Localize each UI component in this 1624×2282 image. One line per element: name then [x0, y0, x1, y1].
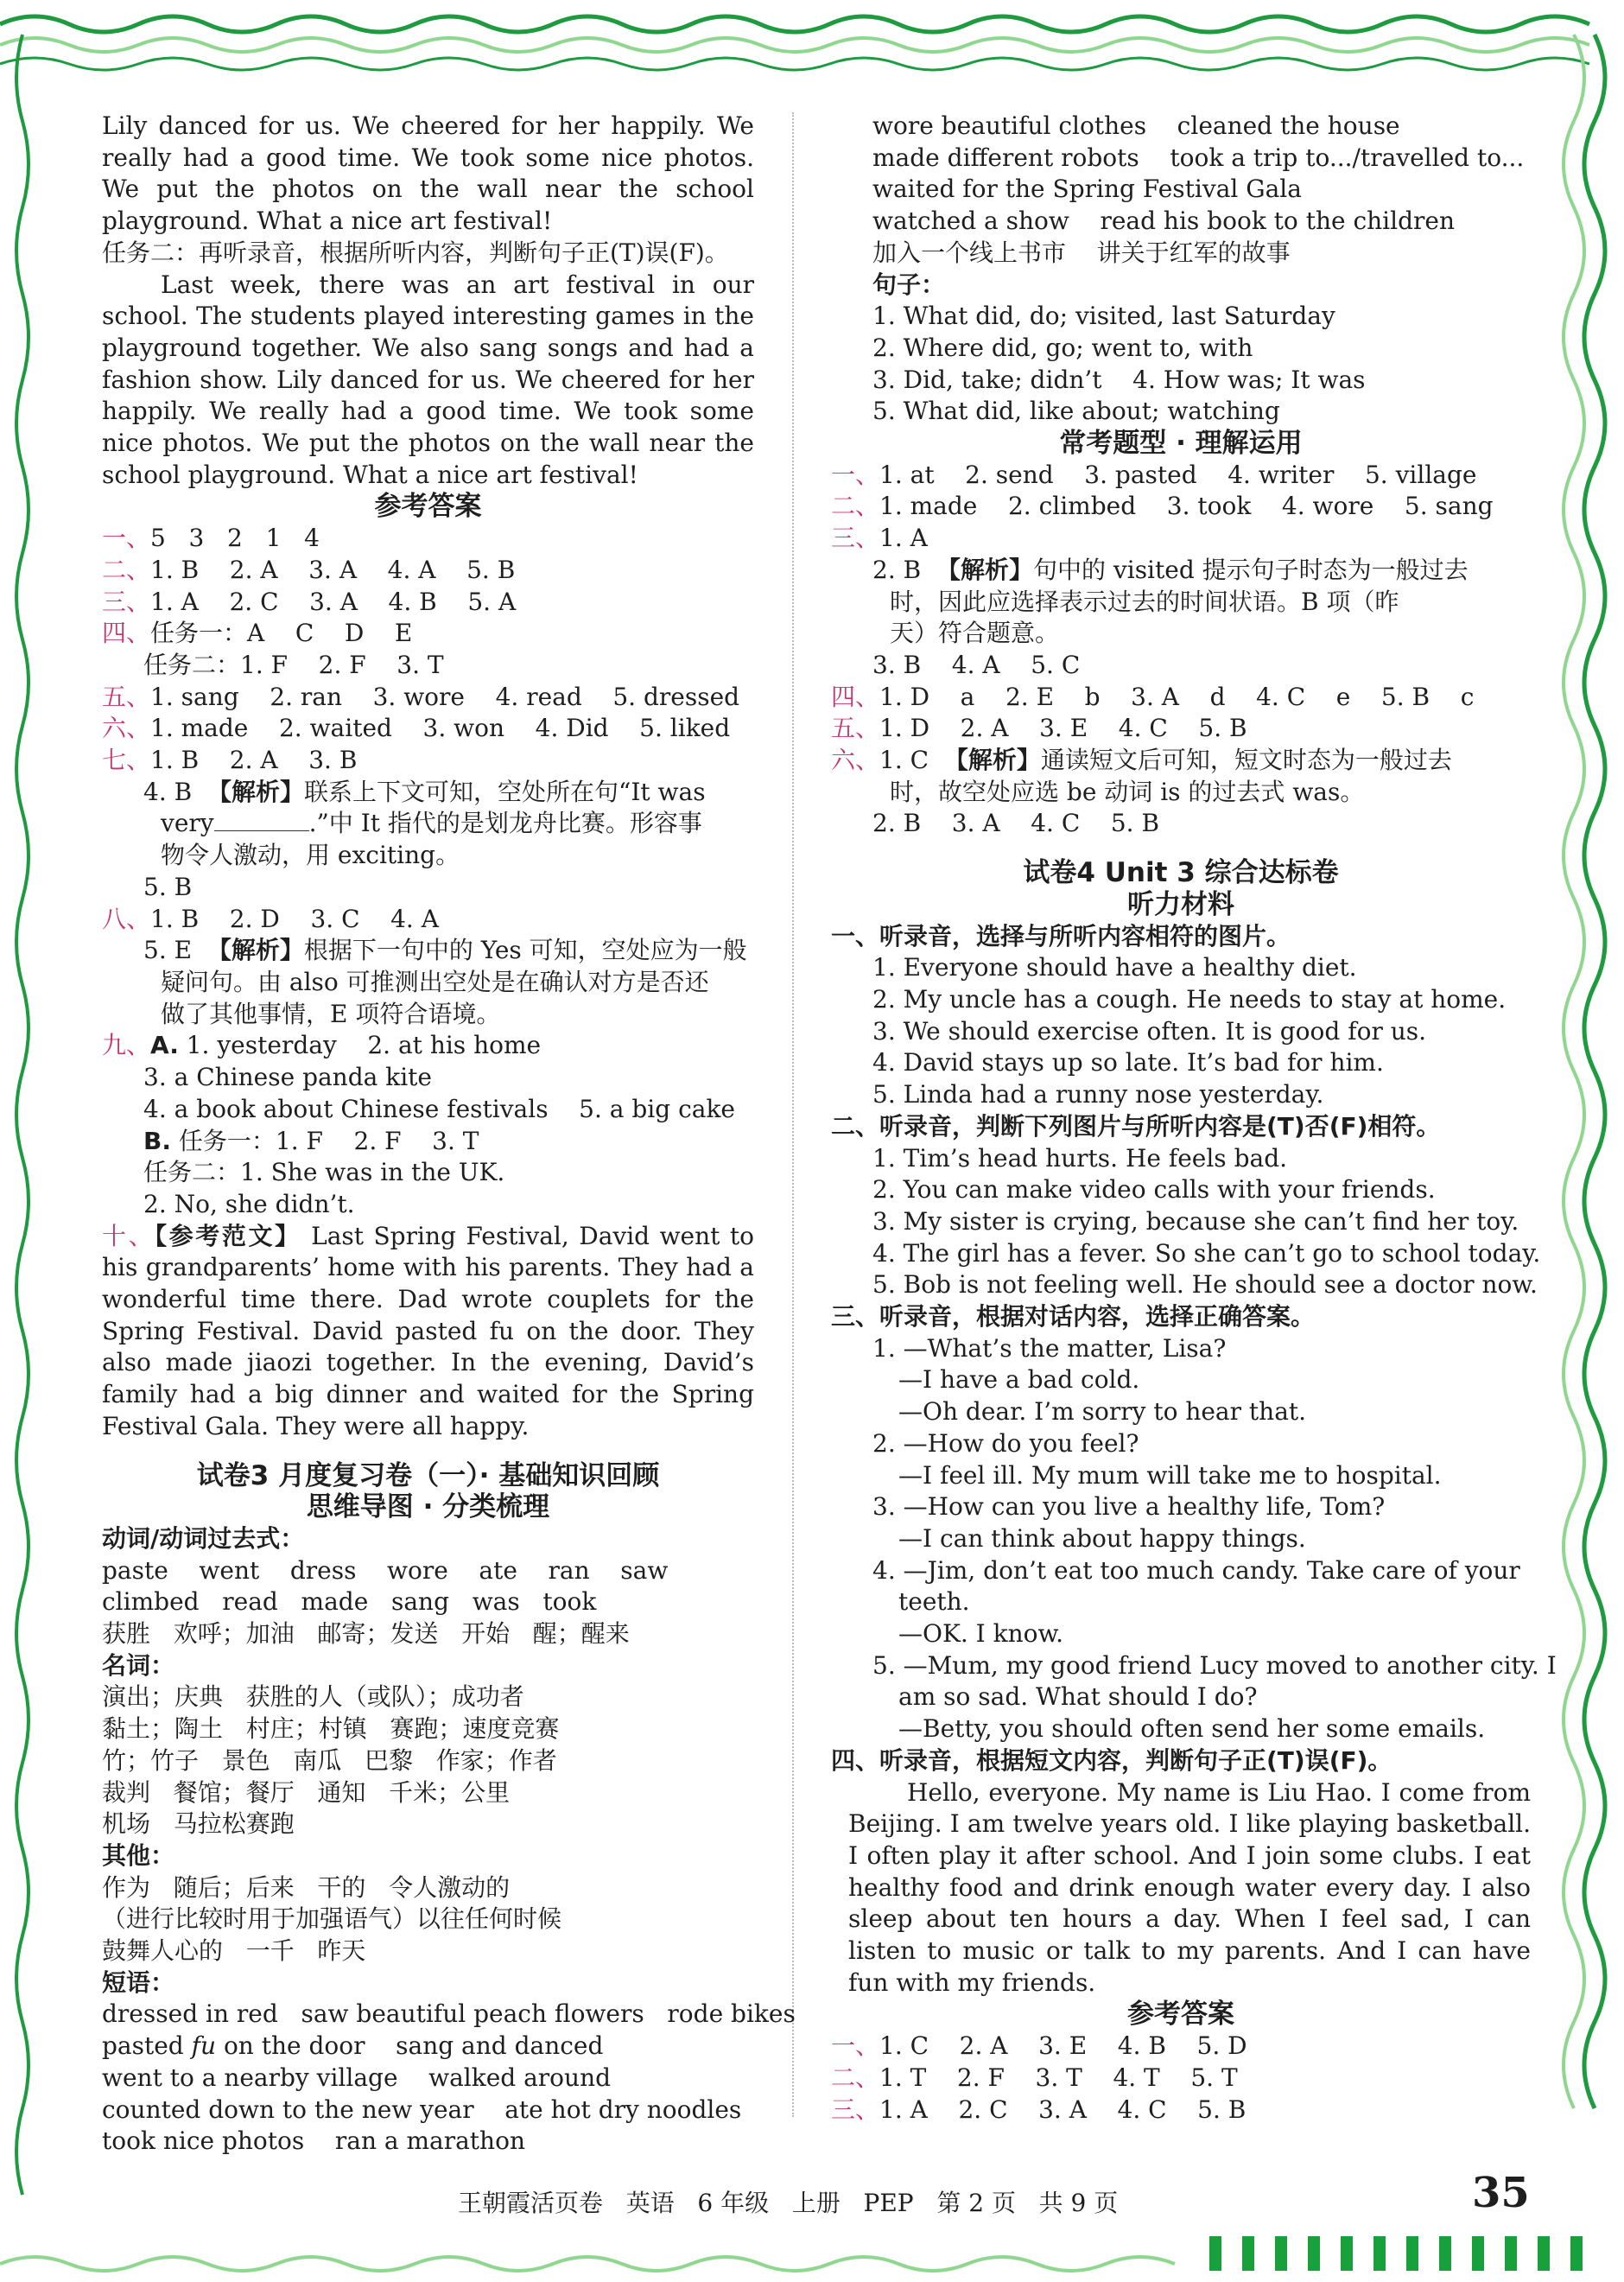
- verbs-label: 动词/动词过去式：: [102, 1523, 305, 1553]
- analysis-text: very: [161, 809, 214, 838]
- deco-bar: [1472, 2236, 1484, 2271]
- answer-text: 1. D a 2. E b 3. A d 4. C e 5. B c: [879, 682, 1475, 711]
- answer-9-b3: 2. No, she didn’t.: [143, 1189, 355, 1218]
- section-marker: 三、: [831, 2094, 880, 2124]
- nouns-line: 演出；庆典 获胜的人（或队）；成功者: [102, 1682, 524, 1712]
- section-1-instruction: 一、听录音，选择与所听内容相符的图片。: [831, 921, 1291, 950]
- phrases-line: dressed in red saw beautiful peach flowers rode bikes: [102, 1999, 796, 2029]
- answer-9-a2: 3. a Chinese panda kite: [143, 1063, 432, 1092]
- deco-bar: [1406, 2236, 1418, 2271]
- section-1-item: 4. David stays up so late. It’s bad for him.: [872, 1048, 1384, 1077]
- section-marker: 五、: [831, 714, 880, 743]
- common-answer-1: [831, 460, 1531, 492]
- analysis-tag: 【解析】: [936, 555, 1034, 584]
- other-label: 其他：: [102, 1840, 175, 1870]
- answer-text: 1. C 2. A 3. E 4. B 5. D: [879, 2031, 1247, 2061]
- deco-bar: [1242, 2236, 1254, 2271]
- analysis-tag: 【解析】: [206, 936, 304, 965]
- answer-7-q4: [102, 777, 754, 809]
- answer-1: [102, 523, 754, 555]
- analysis-tag: 【解析】: [207, 777, 305, 806]
- nouns-label: 名词：: [102, 1650, 175, 1680]
- analysis-text: 通读短文后可知，短文时态为一般过去: [1040, 746, 1452, 775]
- section-marker: 二、: [102, 555, 151, 584]
- deco-bar: [1538, 2236, 1550, 2271]
- common-answer-6-l2: 时，故空处应选 be 动词 is 的过去式 was。: [890, 777, 1365, 806]
- answer-8-q5-l2: 疑问句。由 also 可推测出空处是在确认对方是否还: [161, 967, 709, 996]
- nouns-line: 黏土；陶土 村庄；村镇 赛跑；速度竞赛: [102, 1714, 560, 1744]
- common-answer-3-q2: [831, 555, 1531, 587]
- section-marker: 九、: [102, 1031, 151, 1060]
- dialogue-line: —I can think about happy things.: [898, 1523, 1306, 1553]
- top-wave-inner: [0, 38, 1589, 52]
- listening-heading: 听力材料: [1127, 888, 1234, 920]
- right-wave-outer: [1584, 35, 1605, 2108]
- passage-ending: Lily danced for us. We cheered for her happily. We really had a good time. We took some nice photos. We put the photos on the wall near the school playground. What a nice art festival!: [102, 111, 754, 236]
- section-marker: 三、: [831, 524, 880, 553]
- phrases-line: 加入一个线上书市 讲关于红军的故事: [872, 238, 1291, 267]
- nouns-line: 竹；竹子 景色 南瓜 巴黎 作家；作者: [102, 1745, 557, 1775]
- section-marker: 二、: [831, 2063, 880, 2092]
- deco-bar: [1373, 2236, 1386, 2271]
- answer-7-q4-l3: 物令人激动，用 exciting。: [161, 841, 460, 870]
- right-wave-inner: [1564, 35, 1584, 2108]
- phrases-text: sang and danced: [396, 2031, 604, 2061]
- phrases-label: 短语：: [102, 1967, 175, 1997]
- section-1-item: 1. Everyone should have a healthy diet.: [872, 953, 1357, 982]
- q-number: 5. E: [143, 936, 207, 965]
- section-2-item: 2. You can make video calls with your friends.: [872, 1175, 1436, 1205]
- section-4-instruction: 四、听录音，根据短文内容，判断句子正(T)误(F)。: [831, 1745, 1392, 1775]
- answer-text: 1. at 2. send 3. pasted 4. writer 5. village: [879, 460, 1477, 489]
- deco-bar: [1439, 2236, 1451, 2271]
- dialogue-line: am so sad. What should I do?: [898, 1682, 1258, 1712]
- section-marker: 四、: [831, 682, 880, 711]
- nouns-line: 机场 马拉松赛跑: [102, 1809, 295, 1839]
- answer-text: 任务一：A C D E: [150, 619, 413, 648]
- section-2-item: 5. Bob is not feeling well. He should see a doctor now.: [872, 1270, 1538, 1300]
- section-marker: 十、: [102, 1221, 155, 1250]
- answer-7: [102, 745, 754, 777]
- left-column: [102, 111, 796, 2158]
- nouns-line: 裁判 餐馆；餐厅 通知 千米；公里: [102, 1777, 511, 1807]
- common-answer-6: [831, 745, 1531, 777]
- answer-right-3: [831, 2094, 1531, 2126]
- column-divider: [792, 112, 794, 2117]
- answer-2: [102, 555, 754, 587]
- common-answer-3-l3: 天）符合题意。: [890, 619, 1060, 648]
- part-label: B.: [143, 1126, 171, 1155]
- answer-text: 1. T 2. F 3. T 4. T 5. T: [879, 2063, 1238, 2092]
- common-answer-3: [831, 523, 1531, 555]
- answer-text: 1. D 2. A 3. E 4. C 5. B: [879, 714, 1247, 743]
- common-answer-2: [831, 491, 1531, 523]
- other-line: （进行比较时用于加强语气）以往任何时候: [102, 1904, 562, 1934]
- test4-title: 试卷4 Unit 3 综合达标卷: [1023, 857, 1339, 889]
- section-marker: 六、: [831, 746, 880, 775]
- deco-bar: [1308, 2236, 1320, 2271]
- sentence-line: 5. What did, like about; watching: [872, 397, 1280, 426]
- section-1-item: 2. My uncle has a cough. He needs to stay at home.: [872, 984, 1507, 1014]
- dialogue-line: —Oh dear. I’m sorry to hear that.: [898, 1397, 1307, 1427]
- answer-5: [102, 682, 754, 714]
- answer-text: 1. made 2. climbed 3. took 4. wore 5. sang: [879, 492, 1494, 521]
- phrases-line: watched a show read his book to the children: [872, 207, 1455, 236]
- deco-bar: [1341, 2236, 1353, 2271]
- dialogue-line: —OK. I know.: [898, 1619, 1064, 1649]
- phrases-line: counted down to the new year ate hot dry noodles: [102, 2094, 742, 2124]
- section-1-item: 3. We should exercise often. It is good for us.: [872, 1016, 1427, 1046]
- answer-text: 1. made 2. waited 3. won 4. Did 5. liked: [150, 714, 731, 743]
- top-wave-outer: [0, 16, 1589, 32]
- other-line: 作为 随后；后来 干的 令人激动的: [102, 1872, 511, 1902]
- section-marker: 二、: [831, 492, 880, 521]
- analysis-text: 根据下一句中的 Yes 可知，空处应为一般: [303, 936, 747, 965]
- answer-text: 1. B 2. A 3. A 4. A 5. B: [150, 555, 516, 584]
- section-marker: 八、: [102, 904, 151, 933]
- fill-blank: [214, 811, 309, 831]
- dialogue-line: 3. —How can you live a healthy life, Tom?: [872, 1492, 1386, 1522]
- dialogue-line: 5. —Mum, my good friend Lucy moved to another city. I: [872, 1650, 1557, 1680]
- left-wave: [16, 35, 29, 2195]
- verbs-line: 获胜 欢呼；加油 邮寄；发送 开始 醒；醒来: [102, 1619, 630, 1649]
- listening-passage: Last week, there was an art festival in our school. The students played interesting games in the playground together. We also sang songs and had a fashion show. Lily danced for us. We cheered for her happily. We really had a good time. We took some nice photos. We put the photos on the wall near the school playground. What a nice art festival!: [102, 270, 754, 489]
- answer-text: 1. B 2. A 3. B: [150, 746, 358, 775]
- section-marker: 六、: [102, 714, 151, 743]
- analysis-text: 联系上下文可知，空处所在句“It was: [304, 777, 706, 806]
- q-number: 1. C: [879, 746, 944, 775]
- answer-4-cont: 任务二：1. F 2. F 3. T: [143, 650, 444, 679]
- answer-text: 1. A 2. C 3. A 4. B 5. A: [150, 587, 517, 616]
- answer-4: [102, 618, 754, 650]
- section-marker: 四、: [102, 619, 151, 648]
- section-2-item: 3. My sister is crying, because she can’t find her toy.: [872, 1206, 1519, 1236]
- section-3-instruction: 三、听录音，根据对话内容，选择正确答案。: [831, 1302, 1316, 1332]
- verbs-line: climbed read made sang was took: [102, 1587, 597, 1617]
- section-2-instruction: 二、听录音，判断下列图片与所听内容是(T)否(F)相符。: [831, 1111, 1441, 1141]
- dialogue-line: —Betty, you should often send her some emails.: [898, 1714, 1486, 1744]
- answer-text: 任务一：1. F 2. F 3. T: [170, 1126, 479, 1155]
- sentence-line: 3. Did, take; didn’t 4. How was; It was: [872, 365, 1366, 394]
- common-answer-3-l2: 时，因此应选择表示过去的时间状语。B 项（昨: [890, 587, 1399, 616]
- section-marker: 三、: [102, 587, 151, 616]
- dialogue-line: —I feel ill. My mum will take me to hospital.: [898, 1460, 1442, 1490]
- answer-right-2: [831, 2063, 1531, 2094]
- test3-title: 试卷3 月度复习卷（一）· 基础知识回顾: [196, 1459, 660, 1491]
- section-marker: 五、: [102, 682, 151, 711]
- phrases-line: waited for the Spring Festival Gala: [872, 175, 1302, 204]
- section-marker: 七、: [102, 746, 151, 775]
- answer-8-q5-l3: 做了其他事情，E 项符合语境。: [161, 999, 501, 1028]
- dialogue-line: —I have a bad cold.: [898, 1365, 1140, 1395]
- dialogue-line: teeth.: [898, 1587, 970, 1617]
- phrases-line: went to a nearby village walked around: [102, 2063, 612, 2092]
- test3-subtitle: 思维导图 · 分类梳理: [306, 1491, 550, 1523]
- q-number: 2. B: [872, 555, 936, 584]
- section-marker: 一、: [831, 460, 880, 489]
- answer-right-1: [831, 2031, 1531, 2063]
- answer-7-q4-l2: [102, 808, 754, 840]
- section-1-item: 5. Linda had a runny nose yesterday.: [872, 1080, 1324, 1109]
- sentence-line: 2. Where did, go; went to, with: [872, 333, 1253, 362]
- answer-7-q5: 5. B: [143, 872, 193, 901]
- analysis-text: .”中 It 指代的是划龙舟比赛。形容事: [308, 809, 702, 838]
- phrases-line: made different robots took a trip to.../travelled to...: [872, 143, 1525, 172]
- answer-heading: 参考答案: [374, 491, 482, 523]
- section-marker: 一、: [831, 2031, 880, 2061]
- answer-9-a3: 4. a book about Chinese festivals 5. a big cake: [143, 1094, 736, 1123]
- sample-essay-tag: 【参考范文】: [155, 1221, 301, 1250]
- answer-3: [102, 587, 754, 619]
- answer-heading-right: 参考答案: [1127, 1999, 1234, 2031]
- sample-essay: Last Spring Festival, David went to his grandparents’ home with his parents. They had a wonderful time there. Dad wrote couplets for the Spring Festival. David pasted fu on the door. They also made jiaozi together. In the evening, David’s family had a big dinner and waited for the Spring Festival Gala. They were all happy.: [102, 1221, 754, 1440]
- answer-text: 1. A: [879, 524, 928, 553]
- deco-bar: [1275, 2236, 1287, 2271]
- common-answer-5: [831, 713, 1531, 745]
- fu-italic: fu: [191, 2031, 217, 2061]
- answer-text: 1. yesterday 2. at his home: [178, 1031, 542, 1060]
- section-marker: 一、: [102, 524, 151, 553]
- bottom-wave: [0, 2257, 1175, 2271]
- answer-8-q5: [102, 935, 754, 967]
- phrases-line: took nice photos ran a marathon: [102, 2126, 525, 2156]
- sentences-label: 句子：: [872, 270, 946, 299]
- answer-text: 1. sang 2. ran 3. wore 4. read 5. dressed: [150, 682, 740, 711]
- phrases-line: wore beautiful clothes cleaned the house: [872, 111, 1400, 140]
- task2-instruction: 任务二：再听录音，根据所听内容，判断句子正(T)误(F)。: [102, 238, 729, 267]
- answer-text: 1. B 2. D 3. C 4. A: [150, 904, 439, 933]
- section-2-item: 1. Tim’s head hurts. He feels bad.: [872, 1143, 1288, 1173]
- verbs-line: paste went dress wore ate ran saw: [102, 1555, 669, 1585]
- answer-text: 1. A 2. C 3. A 4. C 5. B: [879, 2094, 1247, 2124]
- answer-text: 5 3 2 1 4: [150, 524, 320, 553]
- answer-9-b1: [102, 1126, 754, 1158]
- part-label: A.: [150, 1031, 179, 1060]
- common-answer-4: [831, 682, 1531, 714]
- deco-bar: [1570, 2236, 1583, 2271]
- analysis-tag: 【解析】: [943, 746, 1041, 775]
- sentence-line: 1. What did, do; visited, last Saturday: [872, 302, 1335, 331]
- analysis-text: 句中的 visited 提示句子时态为一般过去: [1033, 555, 1469, 584]
- answer-9: [102, 1030, 754, 1062]
- other-line: 鼓舞人心的 一千 昨天: [102, 1936, 366, 1966]
- dialogue-line: 4. —Jim, don’t eat too much candy. Take care of your: [872, 1555, 1520, 1585]
- answer-10: [102, 1221, 754, 1443]
- top-wave-third: [0, 58, 1589, 70]
- dialogue-line: 1. —What’s the matter, Lisa?: [872, 1333, 1227, 1363]
- section-4-passage: Hello, everyone. My name is Liu Hao. I come from Beijing. I am twelve years old. I like playing basketball. I often play it after school. And I join some clubs. I eat healthy food and drink enough water every day. I also sleep about ten hours a day. When I feel sad, I can listen to music or talk to my parents. And I can have fun with my friends.: [848, 1777, 1531, 1997]
- deco-bar: [1505, 2236, 1517, 2271]
- section-2-item: 4. The girl has a fever. So she can’t go to school today.: [872, 1238, 1541, 1268]
- page-number: 35: [1472, 2169, 1530, 2217]
- deco-bar: [1209, 2236, 1221, 2271]
- common-answer-3-rest: 3. B 4. A 5. C: [872, 650, 1081, 679]
- answer-6: [102, 713, 754, 745]
- phrases-line-fu: pasted fu on the door sang and danced: [102, 2031, 604, 2061]
- common-questions-heading: 常考题型 · 理解运用: [1059, 428, 1303, 460]
- dialogue-line: 2. —How do you feel?: [872, 1428, 1139, 1458]
- footer-text: 王朝霞活页卷 英语 6 年级 上册 PEP 第 2 页 共 9 页: [458, 2189, 1119, 2217]
- answer-8: [102, 904, 754, 936]
- right-column: [831, 111, 1557, 2126]
- q-number: 4. B: [143, 777, 207, 806]
- answer-9-b2: 任务二：1. She was in the UK.: [143, 1158, 505, 1187]
- common-answer-6-rest: 2. B 3. A 4. C 5. B: [872, 809, 1160, 838]
